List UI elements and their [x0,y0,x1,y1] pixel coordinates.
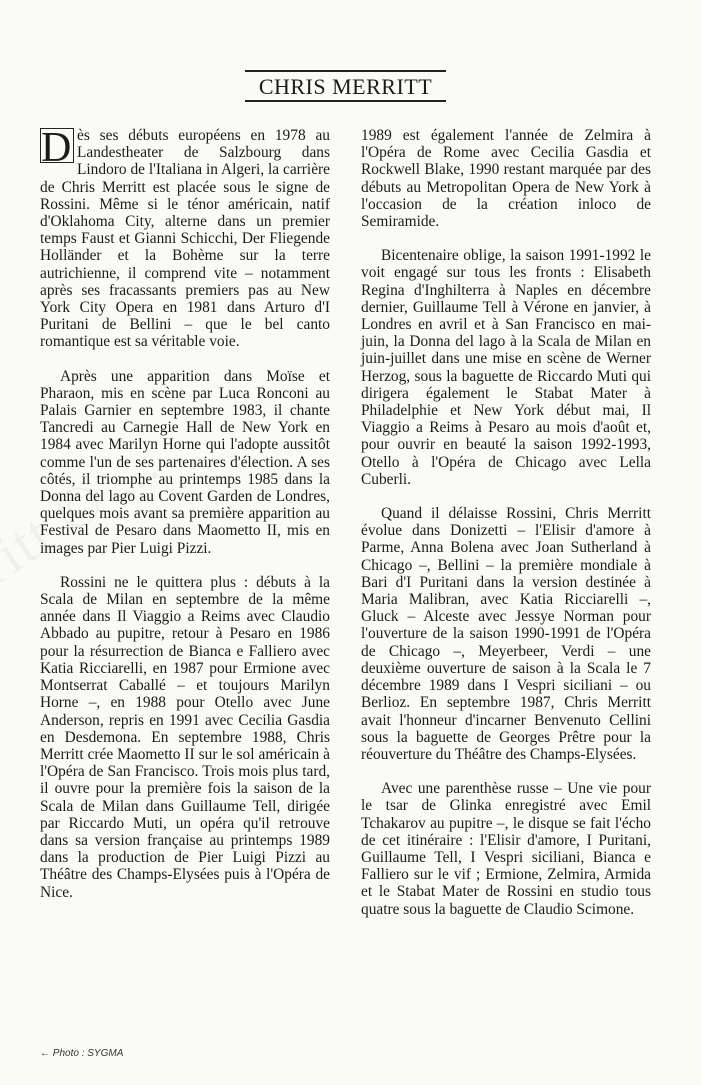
photo-credit: ← Photo : SYGMA [40,1048,124,1059]
left-column [40,127,330,918]
paragraph: Bicentenaire oblige, la saison 1991-1992 le voit engagé sur tous les fronts : Elisabeth Regina d'Inghilterra à Naples en décembre dernier, Guillaume Tell à Vérone en janvier, à Londres en avril et à San Francisco en mai-juin, la Donna del lago à la Scala de Milan en juin-juillet dans une mise en scène de Werner Herzog, sous la baguette de Riccardo Muti qui dirigera également le Stabat Mater à Philadelphie et New York début mai, Il Viaggio a Reims à Pesaro au mois d'août et, pour ouvrir en beauté la saison 1992-1993, Otello à l'Opéra de Chicago avec Lella Cuberli. [361,247,651,488]
paragraph: 1989 est également l'année de Zelmira à l'Opéra de Rome avec Cecilia Gasdia et Rockwell Blake, 1990 restant marquée par des débuts au Metropolitan Opera de New York à l'occasion de la création inloco de Semiramide. [361,127,651,231]
drop-cap: D [40,128,74,163]
paragraph: Quand il délaisse Rossini, Chris Merritt évolue dans Donizetti – l'Elisir d'amore à Parme, Anna Bolena avec Joan Sutherland à Chicago –, Bellini – la première mondiale à Bari d'I Puritani dans la version destinée à Maria Malibran, avec Katia Ricciarelli –, Gluck – Alceste avec Jessye Norman pour l'ouverture de la saison 1990-1991 de l'Opéra de Chicago –, Meyerbeer, Verdi – une deuxième ouverture de saison à la Scala le 7 décembre 1989 dans I Vespri siciliani – ou Berlioz. En septembre 1987, Chris Merritt avait l'honneur d'incarner Benvenuto Cellini sous la baguette de Georges Prêtre pour la réouverture du Théâtre des Champs-Elysées. [361,505,651,763]
paragraph: Rossini ne le quittera plus : débuts à la Scala de Milan en septembre de la même année dans Il Viaggio a Reims avec Claudio Abbado au pupitre, retour à Pesaro en 1986 pour la résurrection de Bianca e Falliero avec Katia Ricciarelli, en 1987 pour Ermione avec Montserrat Caballé – et toujours Marilyn Horne –, en 1988 pour Otello avec June Anderson, repris en 1991 avec Cecilia Gasdia en Desdemona. En septembre 1988, Chris Merritt crée Maometto II sur le sol américain à l'Opéra de San Francisco. Trois mois plus tard, il ouvre pour la première fois la saison de la Scala de Milan dans Guillaume Tell, dirigée par Riccardo Muti, un opéra qu'il retrouve dans sa version française au printemps 1989 dans la production de Pier Luigi Pizzi au Théâtre des Champs-Elysées puis à l'Opéra de Nice. [40,573,330,901]
paragraph: Avec une parenthèse russe – Une vie pour le tsar de Glinka enregistré avec Emil Tchakarov au pupitre –, le disque se fait l'écho de cet itinéraire : l'Elisir d'amore, I Puritani, Guillaume Tell, I Vespri siciliani, Bianca e Falliero sur le vif ; Ermione, Zelmira, Armida et le Stabat Mater de Rossini en studio tous quatre sous la baguette de Claudio Scimone. [361,780,651,918]
paragraph [40,127,330,351]
right-column [361,127,651,935]
page-title: CHRIS MERRITT [258,74,433,99]
title-box [245,70,446,102]
paragraph-text: ès ses débuts européens en 1978 au Landestheater de Salzbourg dans Lindoro de l'Italiana in Algeri, la carrière de Chris Merritt est placée sous le signe de Rossini. Même si le ténor américain, natif d'Oklahoma City, alterne dans un premier temps Faust et Gianni Schicchi, Der Fliegende Holländer et la Bohème sur la terre autrichienne, il comprend vite – notamment après ses fracassants premiers pas au New York City Opera en 1981 dans Arturo d'I Puritani de Bellini – que le bel canto romantique est sa véritable voie. [40,127,330,351]
paragraph: Après une apparition dans Moïse et Pharaon, mis en scène par Luca Ronconi au Palais Garnier en septembre 1983, il chante Tancredi au Carnegie Hall de New York en 1984 avec Marilyn Horne qui l'adopte aussitôt comme l'un de ses partenaires d'élection. A ses côtés, il triomphe au printemps 1985 dans la Donna del lago au Covent Garden de Londres, quelques mois avant sa première apparition au Festival de Pesaro dans Maometto II, mis en images par Pier Luigi Pizzi. [40,367,330,557]
